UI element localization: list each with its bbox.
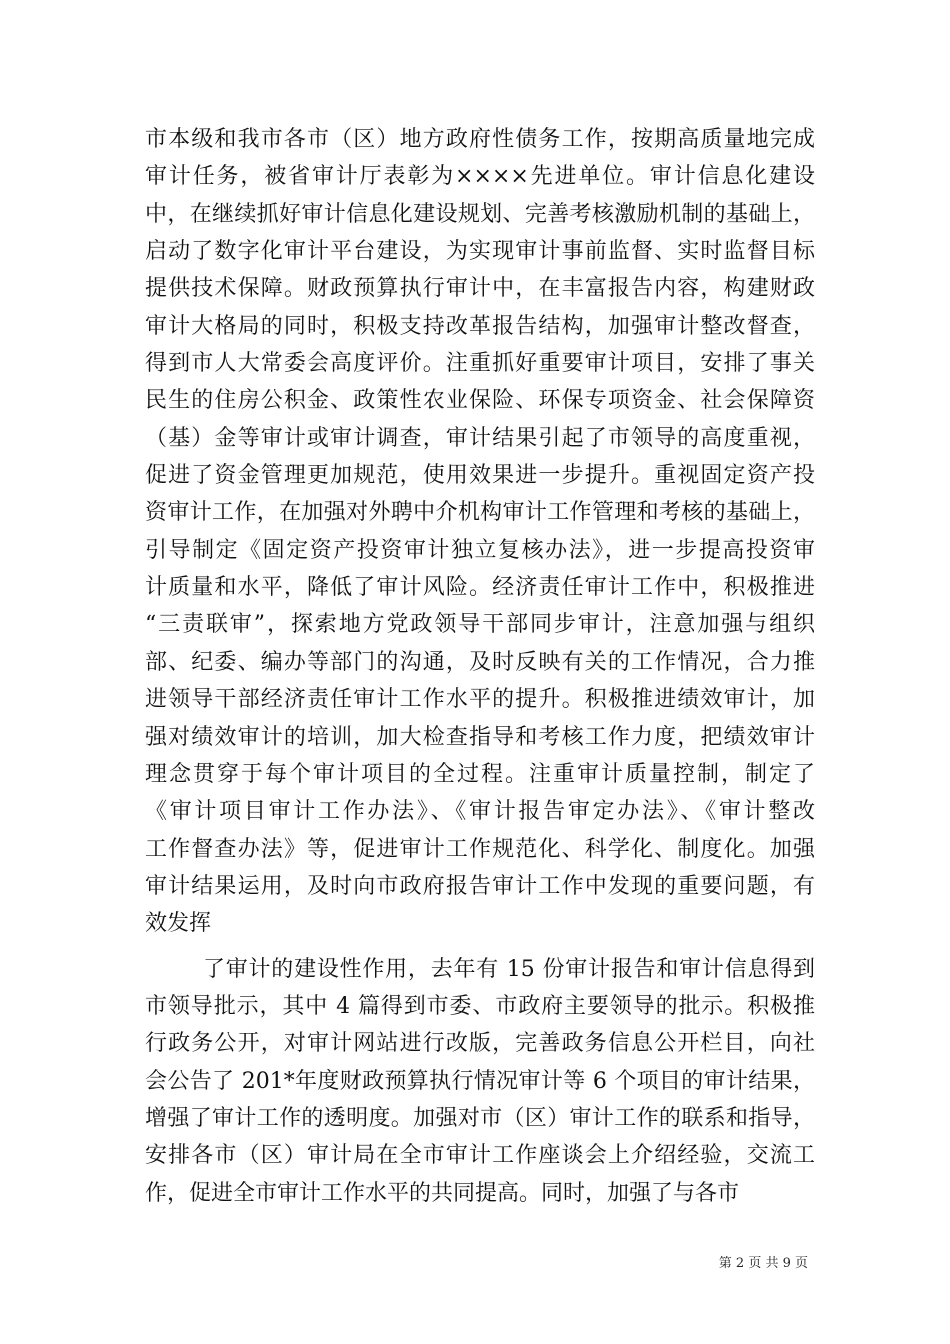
text-line: 促进了资金管理更加规范，使用效果进一步提升。重视固定资产投 — [145, 463, 815, 489]
text-line: 强对绩效审计的培训，加大检查指导和考核工作力度，把绩效审计 — [145, 724, 815, 750]
text-line: 审计任务，被省审计厅表彰为××××先进单位。审计信息化建设 — [145, 164, 815, 190]
text-line: 得到市人大常委会高度评价。注重抓好重要审计项目，安排了事关 — [145, 351, 815, 377]
text-line: 市领导批示，其中 4 篇得到市委、市政府主要领导的批示。积极推 — [145, 993, 815, 1019]
text-line: 引导制定《固定资产投资审计独立复核办法》，进一步提高投资审 — [145, 537, 815, 563]
page-number: 第 2 页 共 9 页 — [718, 1256, 808, 1271]
text-line: 计质量和水平，降低了审计风险。经济责任审计工作中，积极推进 — [145, 575, 815, 601]
text-line: 启动了数字化审计平台建设，为实现审计事前监督、实时监督目标 — [145, 239, 815, 265]
text-line: 审计大格局的同时，积极支持改革报告结构，加强审计整改督查， — [145, 313, 815, 339]
text-line: 资审计工作，在加强对外聘中介机构审计工作管理和考核的基础上， — [145, 500, 815, 526]
text-line: 了审计的建设性作用，去年有 15 份审计报告和审计信息得到 — [203, 956, 815, 982]
text-line: 中，在继续抓好审计信息化建设规划、完善考核激励机制的基础上， — [145, 201, 815, 227]
paragraph-1 — [145, 121, 815, 943]
paragraph-2 — [145, 951, 815, 1212]
text-line: 会公告了 201*年度财政预算执行情况审计等 6 个项目的审计结果， — [145, 1068, 815, 1094]
text-line: 增强了审计工作的透明度。加强对市（区）审计工作的联系和指导， — [145, 1105, 815, 1131]
text-line: （基）金等审计或审计调查，审计结果引起了市领导的高度重视， — [145, 425, 815, 451]
text-line: 《审计项目审计工作办法》、《审计报告审定办法》、《审计整改 — [145, 799, 815, 825]
body-text — [145, 121, 815, 1212]
text-line: 理念贯穿于每个审计项目的全过程。注重审计质量控制，制定了 — [145, 761, 815, 787]
text-line: 提供技术保障。财政预算执行审计中，在丰富报告内容，构建财政 — [145, 276, 815, 302]
text-line: 民生的住房公积金、政策性农业保险、环保专项资金、社会保障资 — [145, 388, 815, 414]
text-line: 部、纪委、编办等部门的沟通，及时反映有关的工作情况，合力推 — [145, 649, 815, 675]
text-line: 安排各市（区）审计局在全市审计工作座谈会上介绍经验，交流工 — [145, 1143, 815, 1169]
text-line: 行政务公开，对审计网站进行改版，完善政务信息公开栏目，向社 — [145, 1031, 815, 1057]
text-line: 作，促进全市审计工作水平的共同提高。同时，加强了与各市 — [145, 1180, 740, 1206]
text-line: 进领导干部经济责任审计工作水平的提升。积极推进绩效审计，加 — [145, 687, 815, 713]
text-line: 市本级和我市各市（区）地方政府性债务工作，按期高质量地完成 — [145, 127, 815, 152]
text-line: 审计结果运用，及时向市政府报告审计工作中发现的重要问题，有 — [145, 873, 815, 899]
text-line: 工作督查办法》等，促进审计工作规范化、科学化、制度化。加强 — [145, 836, 815, 862]
paragraph-gap — [145, 943, 815, 951]
text-line: “三责联审”，探索地方党政领导干部同步审计，注意加强与组织 — [145, 612, 815, 638]
text-line: 效发挥 — [145, 911, 212, 937]
